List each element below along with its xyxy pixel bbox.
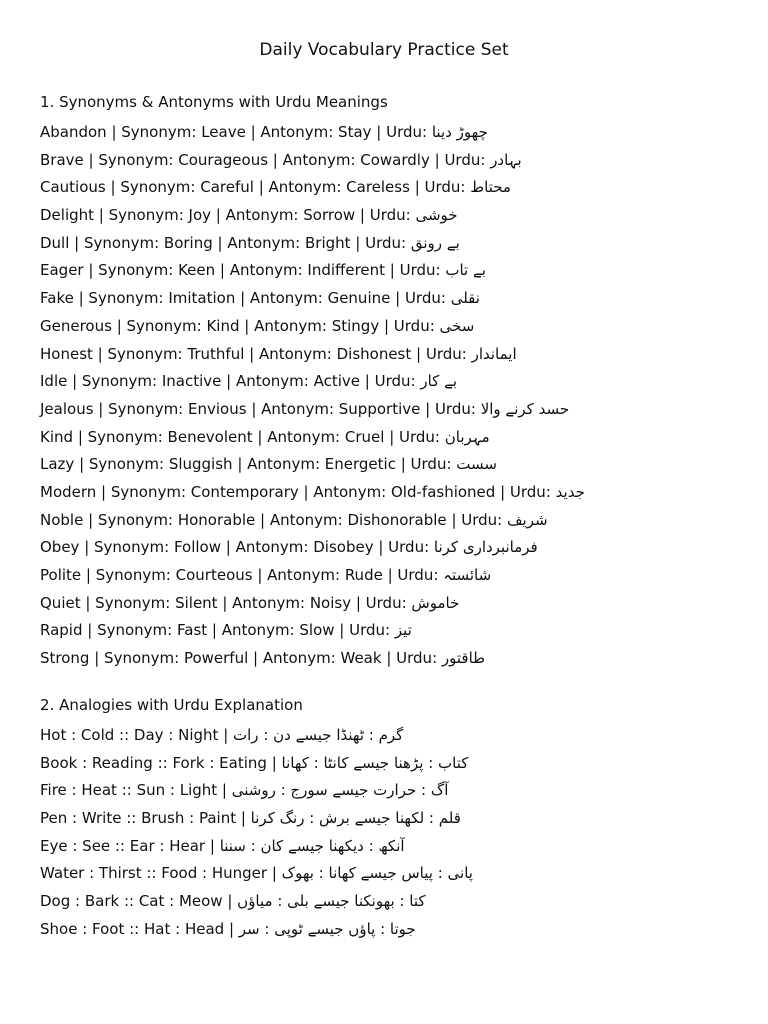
list-item: Fire : Heat :: Sun : Light | آگ : حرارت جیسے سورج : روشنی xyxy=(40,781,449,800)
urdu-meaning: سست xyxy=(456,455,497,474)
synonym-value: Powerful xyxy=(183,649,249,668)
list-item: Idle | Synonym: Inactive | Antonym: Active | Urdu: بے کار xyxy=(40,372,458,391)
analogy-list xyxy=(40,725,740,947)
list-item: Lazy | Synonym: Sluggish | Antonym: Energetic | Urdu: سست xyxy=(40,455,497,474)
analogy-text: Dog : Bark :: Cat : Meow xyxy=(40,892,223,911)
vocab-word: Abandon xyxy=(40,123,107,141)
synonym-value: Silent xyxy=(175,593,218,612)
vocab-word: Idle xyxy=(40,372,68,391)
antonym-value: Cowardly xyxy=(360,150,430,169)
urdu-meaning: خوشی xyxy=(415,206,458,225)
list-item: Dog : Bark :: Cat : Meow | کتا : بھونکنا جیسے بلی : میاؤں xyxy=(40,892,426,911)
list-item: Noble | Synonym: Honorable | Antonym: Dishonorable | Urdu: شریف xyxy=(40,510,548,529)
urdu-meaning: شریف xyxy=(507,510,548,529)
list-item: Cautious | Synonym: Careful | Antonym: Careless | Urdu: محتاط xyxy=(40,178,511,197)
antonym-value: Disobey xyxy=(313,538,374,557)
analogy-text: Book : Reading :: Fork : Eating xyxy=(40,753,267,772)
synonym-value: Joy xyxy=(188,206,212,225)
synonym-value: Follow xyxy=(173,538,221,557)
antonym-value: Active xyxy=(313,372,361,391)
synonym-value: Careful xyxy=(200,178,254,197)
list-item: Book : Reading :: Fork : Eating | کتاب : پڑھنا جیسے کانٹا : کھانا xyxy=(40,753,469,772)
urdu-meaning: محتاط xyxy=(470,178,511,197)
vocab-word: Rapid xyxy=(40,621,83,640)
antonym-value: Dishonest xyxy=(336,344,412,363)
antonym-value: Stay xyxy=(338,123,372,141)
antonym-value: Sorrow xyxy=(303,206,356,225)
antonym-value: Bright xyxy=(304,233,351,252)
synonym-value: Envious xyxy=(188,399,247,418)
urdu-meaning: فرمانبرداری کرنا xyxy=(433,538,538,557)
urdu-explanation: گرم : ٹھنڈا جیسے دن : رات xyxy=(233,726,404,744)
synonym-value: Inactive xyxy=(161,372,222,391)
list-item: Honest | Synonym: Truthful | Antonym: Dishonest | Urdu: ایماندار xyxy=(40,344,517,363)
urdu-meaning: حسد کرنے والا xyxy=(480,399,570,418)
list-item: Hot : Cold :: Day : Night | گرم : ٹھنڈا جیسے دن : رات xyxy=(40,726,404,744)
antonym-value: Supportive xyxy=(338,399,421,418)
antonym-value: Indifferent xyxy=(307,261,386,280)
list-item: Shoe : Foot :: Hat : Head | جوتا : پاؤں جیسے ٹوپی : سر xyxy=(40,919,416,938)
urdu-explanation: کتاب : پڑھنا جیسے کانٹا : کھانا xyxy=(281,753,469,772)
urdu-meaning: طاقتور xyxy=(441,649,486,668)
antonym-value: Rude xyxy=(344,566,383,584)
urdu-explanation: جوتا : پاؤں جیسے ٹوپی : سر xyxy=(238,919,416,938)
urdu-meaning: سخی xyxy=(439,316,475,335)
list-item: Abandon | Synonym: Leave | Antonym: Stay | Urdu: چھوڑ دینا xyxy=(40,123,488,141)
vocab-word: Strong xyxy=(40,649,90,668)
urdu-explanation: آگ : حرارت جیسے سورج : روشنی xyxy=(231,781,449,800)
list-item: Kind | Synonym: Benevolent | Antonym: Cruel | Urdu: مہربان xyxy=(40,427,490,446)
analogy-text: Fire : Heat :: Sun : Light xyxy=(40,781,218,800)
vocab-word: Kind xyxy=(40,427,74,446)
synonym-value: Benevolent xyxy=(167,427,253,446)
synonym-value: Truthful xyxy=(187,344,245,363)
antonym-value: Weak xyxy=(340,649,382,668)
antonym-value: Slow xyxy=(299,621,335,640)
list-item: Eye : See :: Ear : Hear | آنکھ : دیکھنا جیسے کان : سننا xyxy=(40,836,405,855)
urdu-meaning: مہربان xyxy=(444,427,490,446)
analogy-text: Eye : See :: Ear : Hear xyxy=(40,836,206,855)
list-item: Strong | Synonym: Powerful | Antonym: Weak | Urdu: طاقتور xyxy=(40,649,486,668)
antonym-value: Stingy xyxy=(331,316,380,335)
section-heading: 1. Synonyms & Antonyms with Urdu Meanings xyxy=(40,93,388,111)
antonym-value: Careless xyxy=(346,178,410,197)
list-item: Pen : Write :: Brush : Paint | قلم : لکھنا جیسے برش : رنگ کرنا xyxy=(40,809,461,828)
urdu-meaning: تیز xyxy=(394,621,412,640)
synonym-value: Imitation xyxy=(168,289,236,308)
urdu-meaning: جدید xyxy=(555,482,585,501)
urdu-meaning: نقلی xyxy=(450,289,480,308)
list-item: Obey | Synonym: Follow | Antonym: Disobey | Urdu: فرمانبرداری کرنا xyxy=(40,538,538,557)
vocab-word: Fake xyxy=(40,289,74,308)
urdu-explanation: آنکھ : دیکھنا جیسے کان : سننا xyxy=(219,836,405,855)
urdu-meaning: بے رونق xyxy=(410,233,460,252)
vocab-word: Generous xyxy=(40,316,112,335)
synonym-value: Contemporary xyxy=(190,482,299,501)
urdu-explanation: پانی : پیاس جیسے کھانا : بھوک xyxy=(281,864,473,883)
vocab-word: Obey xyxy=(40,538,80,557)
antonym-value: Cruel xyxy=(344,427,385,446)
synonym-value: Courageous xyxy=(178,150,269,169)
synonym-value: Courteous xyxy=(175,566,253,584)
analogy-text: Hot : Cold :: Day : Night xyxy=(40,726,219,744)
list-item: Modern | Synonym: Contemporary | Antonym: Old-fashioned | Urdu: جدید xyxy=(40,482,585,501)
vocabulary-list xyxy=(40,122,740,676)
antonym-value: Genuine xyxy=(327,289,391,308)
vocab-word: Modern xyxy=(40,482,97,501)
synonym-value: Fast xyxy=(177,621,208,640)
list-item: Dull | Synonym: Boring | Antonym: Bright | Urdu: بے رونق xyxy=(40,233,460,252)
analogies-section xyxy=(40,695,740,947)
antonym-value: Old-fashioned xyxy=(391,482,496,501)
vocab-word: Jealous xyxy=(40,399,94,418)
vocab-word: Quiet xyxy=(40,593,81,612)
vocab-word: Delight xyxy=(40,206,95,225)
vocab-word: Brave xyxy=(40,150,84,169)
vocab-word: Lazy xyxy=(40,455,75,474)
list-item: Polite | Synonym: Courteous | Antonym: Rude | Urdu: شائستہ xyxy=(40,566,492,584)
analogy-text: Pen : Write :: Brush : Paint xyxy=(40,809,237,828)
urdu-meaning: خاموش xyxy=(411,593,460,612)
vocab-word: Eager xyxy=(40,261,84,280)
urdu-meaning: چھوڑ دینا xyxy=(431,123,488,141)
antonym-value: Dishonorable xyxy=(347,510,447,529)
synonyms-antonyms-section xyxy=(40,92,740,676)
list-item: Eager | Synonym: Keen | Antonym: Indifferent | Urdu: بے تاب xyxy=(40,261,486,280)
synonym-value: Kind xyxy=(206,316,240,335)
urdu-meaning: ایماندار xyxy=(471,344,517,363)
list-item: Fake | Synonym: Imitation | Antonym: Genuine | Urdu: نقلی xyxy=(40,289,480,308)
urdu-meaning: شائستہ xyxy=(443,566,492,584)
urdu-meaning: بہادر xyxy=(490,150,522,169)
urdu-explanation: کتا : بھونکنا جیسے بلی : میاؤں xyxy=(237,892,426,911)
synonym-value: Keen xyxy=(178,261,216,280)
synonym-value: Leave xyxy=(201,123,246,141)
analogy-text: Shoe : Foot :: Hat : Head xyxy=(40,919,225,938)
page-title: Daily Vocabulary Practice Set xyxy=(259,40,509,60)
list-item: Water : Thirst :: Food : Hunger | پانی : پیاس جیسے کھانا : بھوک xyxy=(40,864,473,883)
antonym-value: Noisy xyxy=(309,593,352,612)
vocab-word: Dull xyxy=(40,233,70,252)
urdu-meaning: بے تاب xyxy=(445,261,486,280)
vocab-word: Polite xyxy=(40,566,82,584)
synonym-value: Boring xyxy=(163,233,213,252)
list-item: Jealous | Synonym: Envious | Antonym: Supportive | Urdu: حسد کرنے والا xyxy=(40,399,570,418)
urdu-explanation: قلم : لکھنا جیسے برش : رنگ کرنا xyxy=(250,809,461,828)
section-heading: 2. Analogies with Urdu Explanation xyxy=(40,696,303,714)
synonym-value: Honorable xyxy=(177,510,256,529)
list-item: Delight | Synonym: Joy | Antonym: Sorrow | Urdu: خوشی xyxy=(40,206,458,225)
vocab-word: Cautious xyxy=(40,178,106,197)
vocab-word: Noble xyxy=(40,510,84,529)
synonym-value: Sluggish xyxy=(168,455,233,474)
vocab-word: Honest xyxy=(40,344,93,363)
list-item: Brave | Synonym: Courageous | Antonym: Cowardly | Urdu: بہادر xyxy=(40,150,522,169)
list-item: Quiet | Synonym: Silent | Antonym: Noisy | Urdu: خاموش xyxy=(40,593,460,612)
list-item: Rapid | Synonym: Fast | Antonym: Slow | Urdu: تیز xyxy=(40,621,412,640)
list-item: Generous | Synonym: Kind | Antonym: Stingy | Urdu: سخی xyxy=(40,316,475,335)
antonym-value: Energetic xyxy=(324,455,396,474)
urdu-meaning: بے کار xyxy=(420,372,458,391)
analogy-text: Water : Thirst :: Food : Hunger xyxy=(40,864,268,883)
